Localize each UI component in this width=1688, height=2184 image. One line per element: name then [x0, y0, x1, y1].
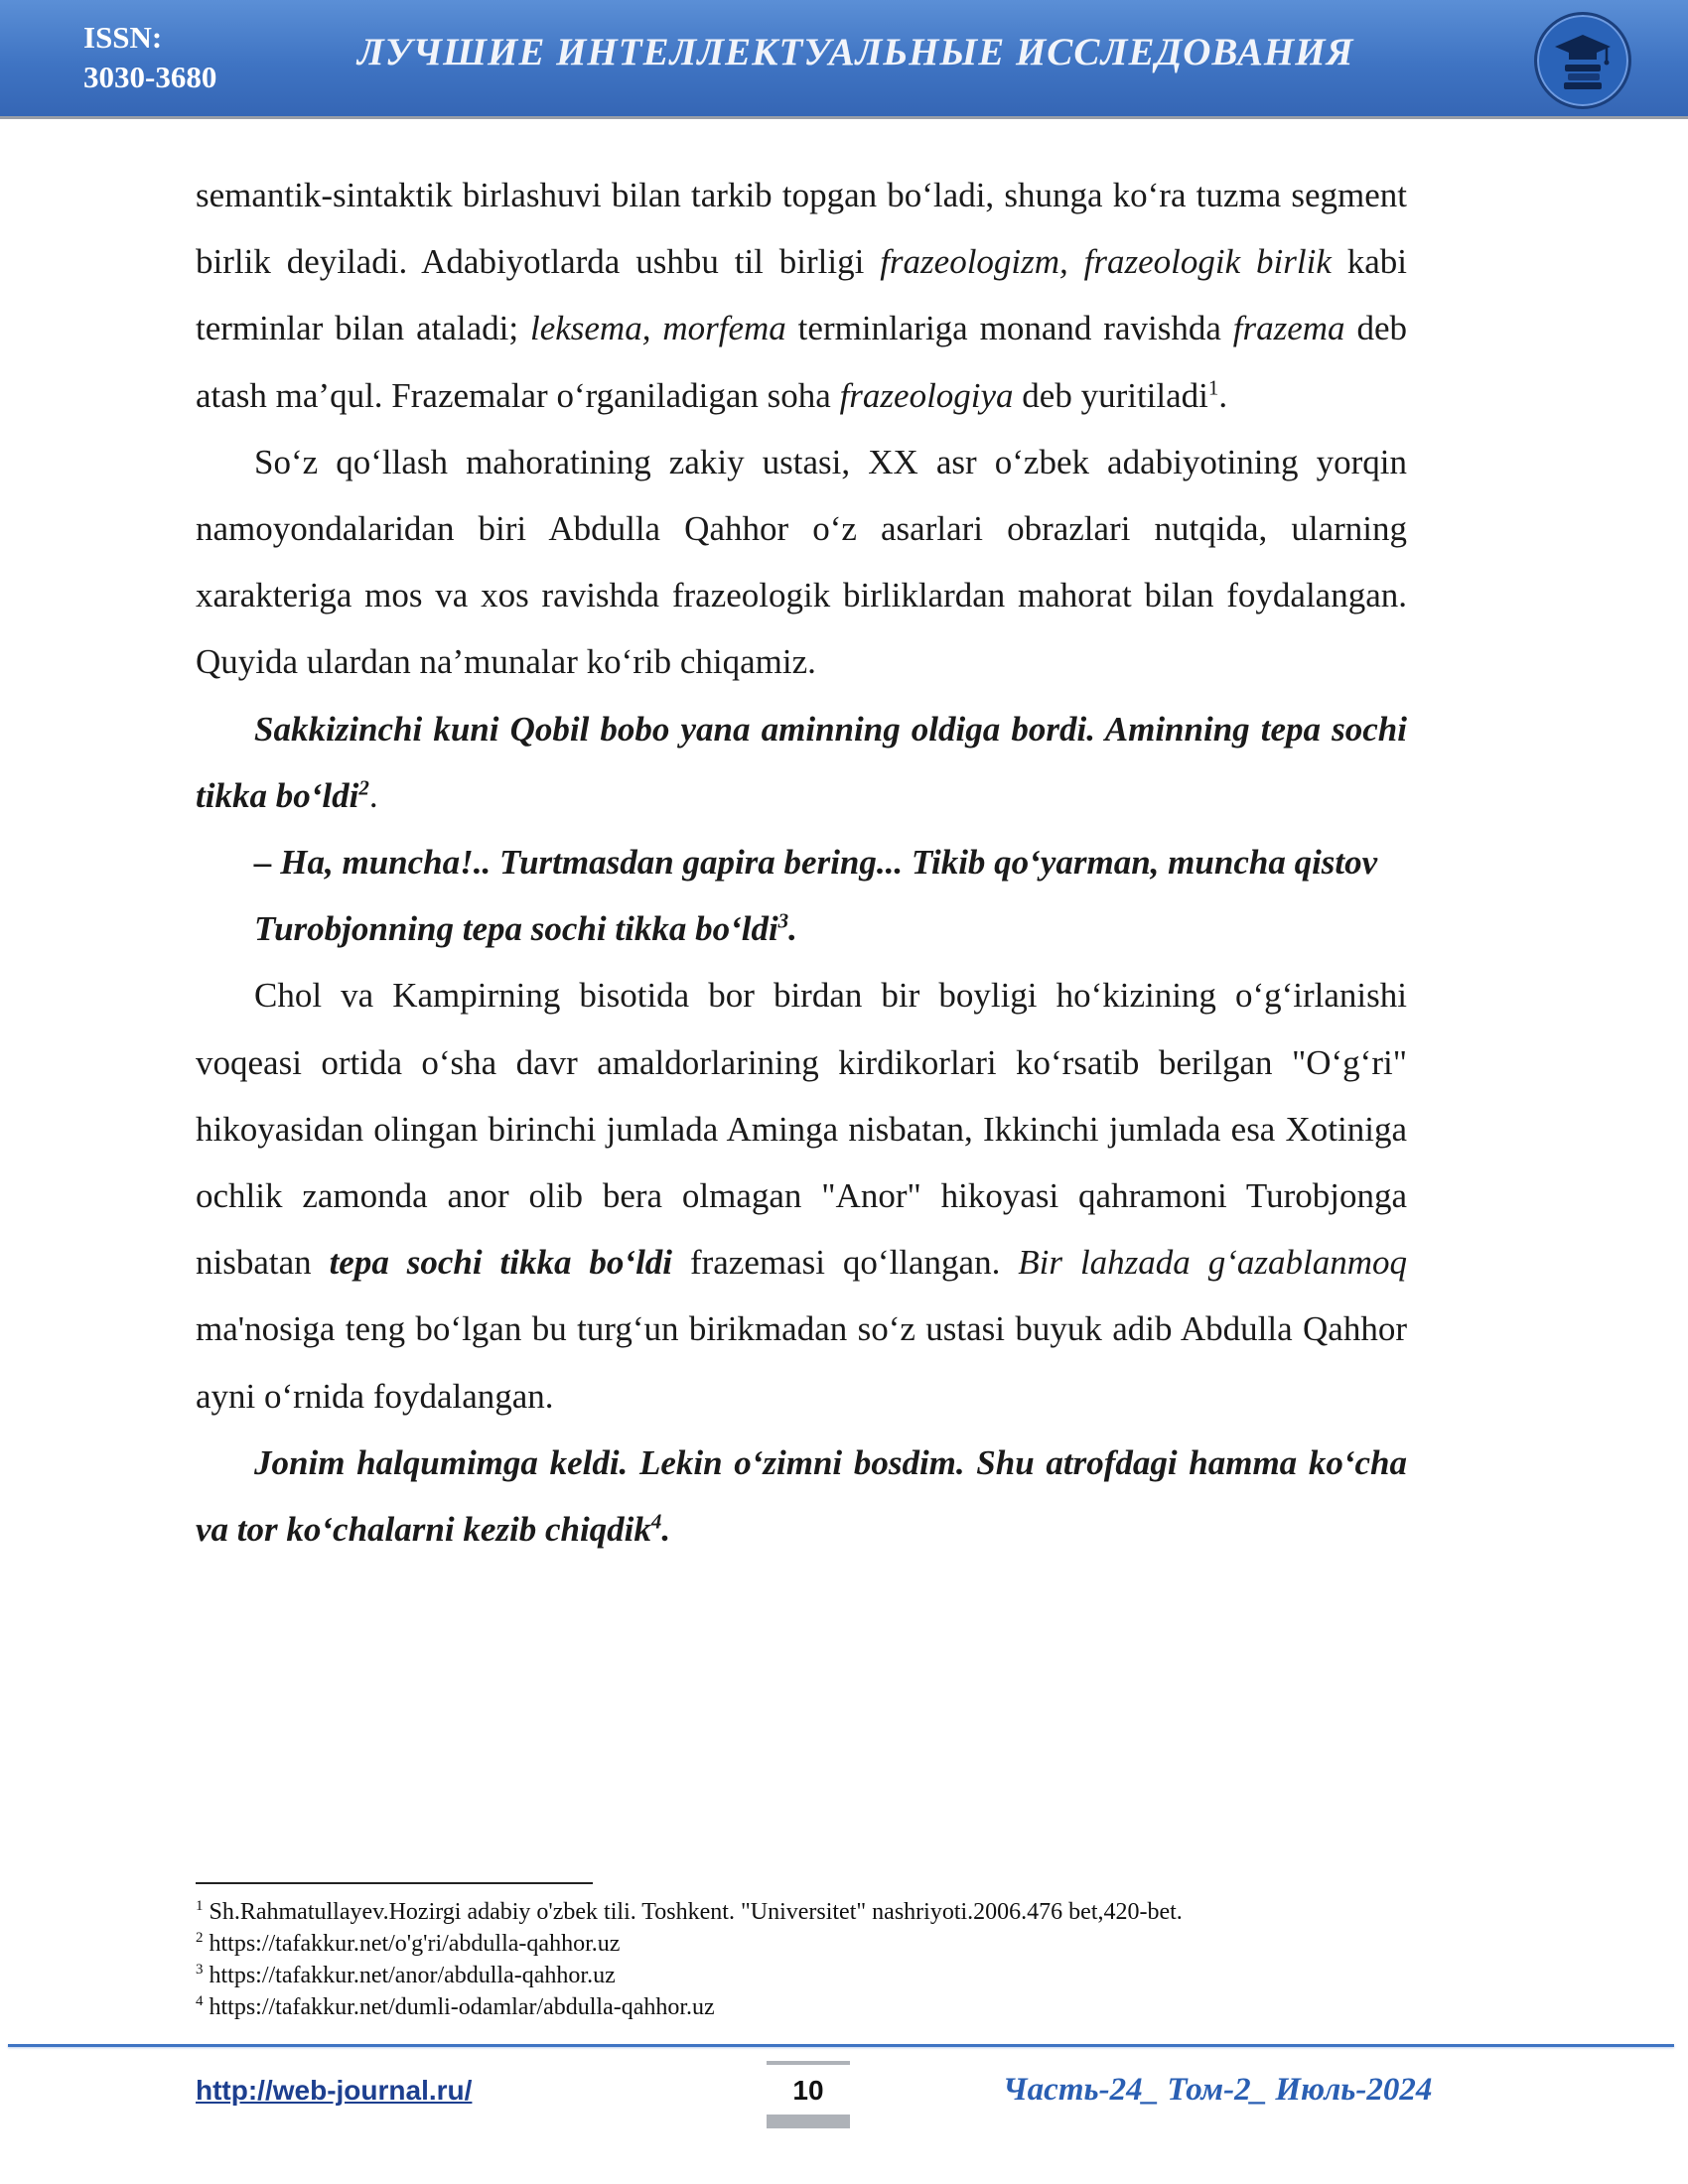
text-run: Chol va Kampirning bisotida bor birdan bir boyligi ho‘kizining o‘g‘irlanishi voqeasi ortida o‘sha davr amaldorlarining kirdikorlari ko‘rsatib berilgan "O‘g‘ri" hikoyasidan olingan birinchi jumlada Aminga nisbatan, Ikkinchi jumlada esa Xotiniga ochlik zamonda anor olib bera olmagan "Anor" hikoyasi qahramoni Turobjonga nisbatan [196, 976, 1407, 1283]
journal-title: ЛУЧШИЕ ИНТЕЛЛЕКТУАЛЬНЫЕ ИССЛЕДОВАНИЯ [357, 31, 1354, 73]
footnote-ref: 4 [650, 1509, 662, 1534]
footnote-text: https://tafakkur.net/anor/abdulla-qahhor.uz [209, 1963, 616, 1988]
footnote-number: 1 [196, 1898, 204, 1914]
phrase-bold-italic: tepa sochi tikka bo‘ldi [329, 1243, 673, 1283]
footnote-number: 2 [196, 1930, 204, 1946]
issue-info: Часть-24_ Том-2_ Июль-2024 [1003, 2072, 1433, 2108]
term-italic: frazeologiya [839, 375, 1014, 415]
issn-number: 3030-3680 [83, 60, 217, 94]
issn-block [83, 18, 216, 97]
text-run: kabi terminlar bilan ataladi; [196, 242, 1407, 348]
footnote-number: 4 [196, 1993, 204, 2009]
paragraph: So‘z qo‘llash mahoratining zakiy ustasi, XX asr o‘zbek adabiyotining yorqin namoyondalaridan biri Abdulla Qahhor o‘z asarlari obrazlari nutqida, ularning xarakteriga mos va xos ravishda frazeologik birliklardan mahorat bilan foydalangan. Quyida ulardan na’munalar ko‘rib chiqamiz. [196, 442, 1407, 682]
page-number-box [767, 2061, 850, 2128]
phrase-italic: Bir lahzada g‘azablanmoq [1018, 1243, 1407, 1283]
footnote-item [196, 1960, 1486, 1991]
term-italic: frazeologizm, frazeologik birlik [880, 242, 1332, 282]
footnote-item [196, 1991, 1486, 2023]
footnote-ref: 2 [358, 775, 369, 800]
footnote-text: https://tafakkur.net/dumli-odamlar/abdulla-qahhor.uz [209, 1994, 715, 2020]
footnotes [196, 1896, 1486, 2023]
quote-text: Sakkizinchi kuni Qobil bobo yana aminning oldiga bordi. Aminning tepa sochi tikka bo‘ldi [196, 709, 1407, 815]
footnote-separator [196, 1882, 593, 1884]
footnote-ref: 1 [1207, 374, 1219, 399]
quote-text: Turobjonning tepa sochi tikka bo‘ldi [254, 909, 778, 949]
footnote-item [196, 1896, 1486, 1928]
quote-paragraph [196, 895, 1407, 962]
paragraph [196, 962, 1407, 1429]
quote-text: Jonim halqumimga keldi. Lekin o‘zimni bosdim. Shu atrofdagi hamma ko‘cha va tor ko‘chalarni kezib chiqdik [196, 1442, 1407, 1550]
text-run: . [368, 775, 378, 815]
quote-paragraph [196, 696, 1407, 829]
text-run: deb yuritiladi [1013, 375, 1208, 415]
text-run: . [1218, 375, 1228, 415]
footnote-item [196, 1928, 1486, 1960]
footnote-number: 3 [196, 1962, 204, 1978]
text-run: deb atash ma’qul. Frazemalar o‘rganiladigan soha [196, 309, 1407, 415]
page-number: 10 [792, 2075, 824, 2106]
page-number-bar [767, 2115, 850, 2128]
footnote-text: https://tafakkur.net/o'g'ri/abdulla-qahhor.uz [209, 1931, 621, 1957]
text-run: . [788, 909, 797, 949]
quote-paragraph: – Ha, muncha!.. Turtmasdan gapira bering... Tikib qo‘yarman, muncha qistov [254, 843, 1378, 883]
text-run: ma'nosiga teng bo‘lgan bu turg‘un birikmadan so‘z ustasi buyuk adib Abdulla Qahhor ayni o‘rnida foydalangan. [196, 1309, 1407, 1416]
term-italic: leksema, morfema [529, 309, 786, 348]
text-run: semantik-sintaktik birlashuvi bilan tarkib topgan bo‘ladi, shunga ko‘ra tuzma segment birlik deyiladi. Adabiyotlarda ushbu til birligi [196, 176, 1407, 282]
paragraph [196, 162, 1407, 429]
text-run: frazemasi qo‘llangan. [672, 1243, 1019, 1283]
article-body [196, 162, 1407, 1563]
footnote-text: Sh.Rahmatullayev.Hozirgi adabiy o'zbek tili. Toshkent. "Universitet" nashriyoti.2006.476 bet,420-bet. [209, 1899, 1183, 1925]
graduation-cap-books-icon [1534, 12, 1631, 109]
text-run: . [661, 1510, 671, 1550]
footer-divider [8, 2044, 1674, 2047]
journal-website-link[interactable]: http://web-journal.ru/ [196, 2075, 473, 2106]
quote-paragraph [196, 1430, 1407, 1563]
journal-header [0, 0, 1688, 119]
text-run: terminlariga monand ravishda [785, 309, 1233, 348]
footnote-ref: 3 [777, 908, 789, 933]
term-italic: frazema [1232, 309, 1345, 348]
issn-label: ISSN: [83, 20, 163, 55]
